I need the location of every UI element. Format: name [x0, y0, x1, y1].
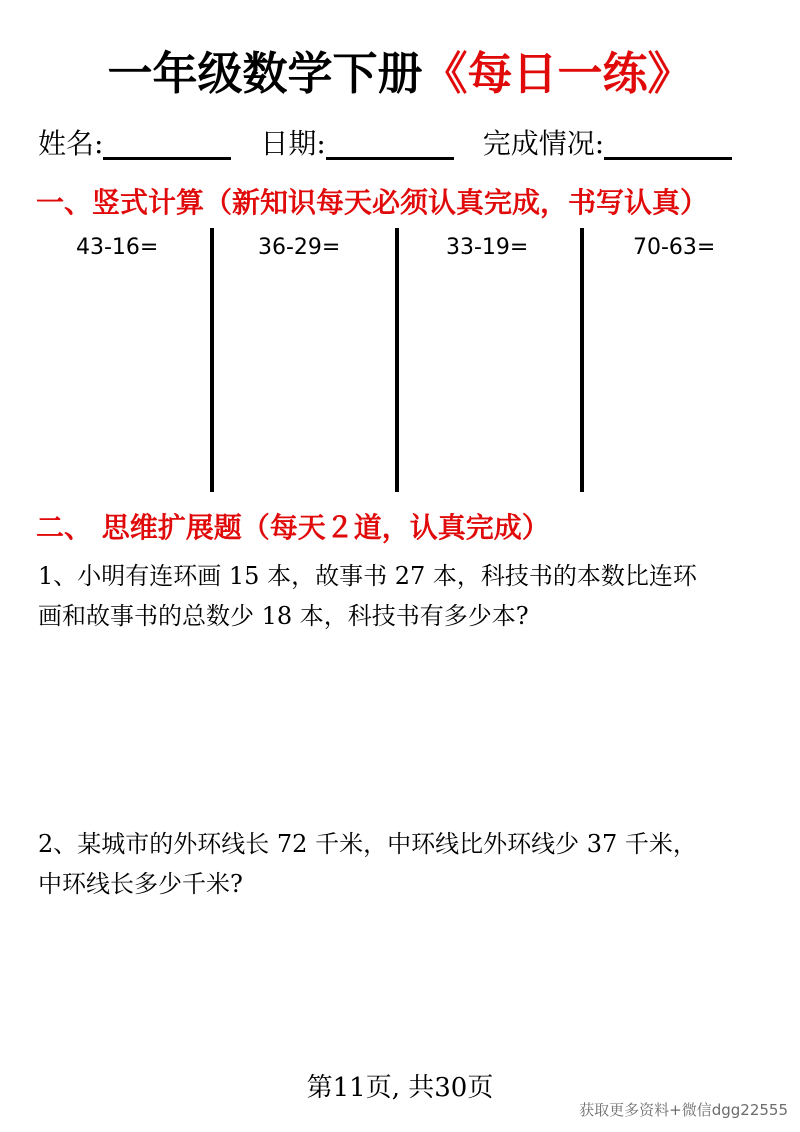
title-main: 一年级数学下册: [107, 47, 423, 100]
student-info-row: [38, 124, 732, 164]
worksheet-title: [0, 44, 800, 104]
calc-problem-4: 70-63=: [633, 235, 716, 260]
status-blank: [604, 127, 732, 160]
calc-problem-3: 33-19=: [446, 235, 529, 260]
section2-heading: 二、 思维扩展题（每天２道，认真完成）: [36, 511, 550, 544]
column-divider-1: [210, 228, 214, 492]
page-number: 第11页, 共30页: [306, 1073, 494, 1103]
section1-heading: 一、竖式计算（新知识每天必须认真完成，书写认真）: [36, 186, 709, 219]
word-problem-1-line1: 1、小明有连环画 15 本，故事书 27 本，科技书的本数比连环: [38, 562, 697, 590]
column-divider-2: [395, 228, 399, 492]
word-problem-1-line2: 画和故事书的总数少 18 本，科技书有多少本?: [38, 602, 529, 630]
word-problem-1: [38, 556, 768, 636]
calc-problem-2: 36-29=: [258, 235, 341, 260]
name-blank: [103, 127, 231, 160]
watermark-text: 获取更多资料+微信dgg22555: [579, 1101, 788, 1119]
date-label: 日期:: [260, 127, 326, 160]
column-divider-3: [580, 228, 584, 492]
status-label: 完成情况:: [482, 127, 605, 160]
word-problem-2: [38, 824, 768, 904]
word-problem-2-line1: 2、某城市的外环线长 72 千米，中环线比外环线少 37 千米，: [38, 830, 697, 858]
calc-problem-1: 43-16=: [76, 235, 159, 260]
name-label: 姓名:: [38, 127, 104, 160]
date-blank: [326, 127, 454, 160]
word-problem-2-line2: 中环线长多少千米?: [38, 870, 243, 898]
title-highlight: 《每日一练》: [422, 47, 693, 100]
